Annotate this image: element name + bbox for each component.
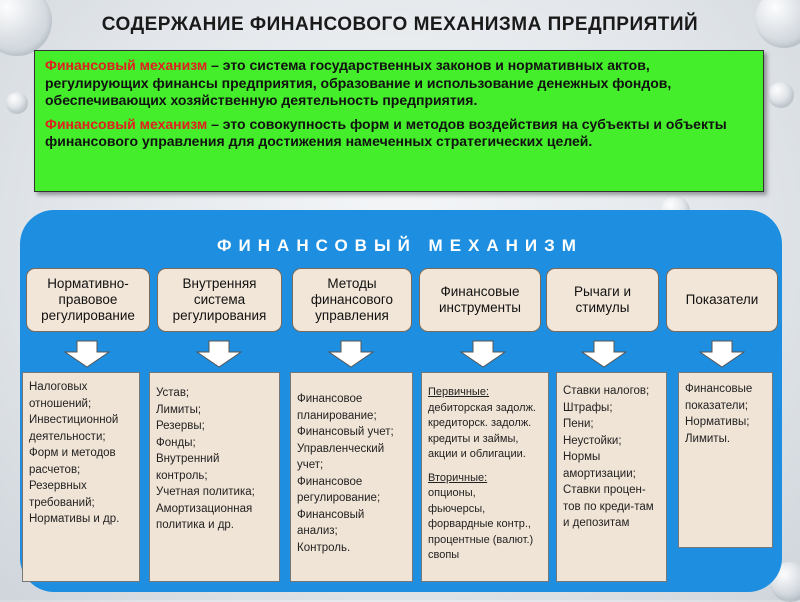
list-item: Неустойки;	[563, 434, 622, 447]
column-header-legal: Нормативно-правовое регулирование	[26, 268, 150, 332]
definition-1	[45, 57, 753, 110]
list-item: Ставки налогов;	[563, 385, 650, 397]
list-item: Финансовый учет;	[297, 426, 394, 438]
list-item: Финансовое планирование;	[297, 393, 377, 422]
list-item: кредиторск. задолж.	[428, 417, 532, 429]
definition-2	[45, 116, 753, 151]
list-item: Контроль.	[297, 541, 351, 554]
decorative-water-drop	[768, 82, 794, 108]
list-item: Резервных требований;	[29, 480, 95, 509]
definition-text: – это совокупность форм и методов воздействия на субъекты и объекты финансового управления для достижения намеченных стратегических целей.	[45, 115, 727, 149]
list-item: Финансовое регулирование;	[297, 475, 381, 504]
column-header-methods: Методы финансового управления	[292, 268, 412, 332]
list-item: дебиторская задолж.	[428, 401, 536, 414]
list-item: Амортизационная политика и др.	[156, 502, 253, 531]
list-item: Финансовый анализ;	[297, 508, 365, 537]
list-item: Лимиты.	[685, 432, 731, 445]
column-content-methods	[290, 372, 413, 582]
list-item: процентные (валют.)	[428, 533, 534, 546]
definition-term: Финансовый механизм	[45, 57, 208, 73]
list-item: Форм и методов расчетов;	[29, 447, 116, 476]
column-header-instruments: Финансовые инструменты	[419, 268, 541, 332]
decorative-water-drop	[6, 92, 28, 114]
list-item: Учетная политика;	[156, 486, 255, 498]
page-title: СОДЕРЖАНИЕ ФИНАНСОВОГО МЕХАНИЗМА ПРЕДПРИЯТИЙ	[101, 14, 699, 35]
list-item: свопы	[428, 549, 460, 561]
down-arrow-icon	[460, 340, 506, 368]
list-item: Устав;	[156, 387, 190, 399]
list-item: кредиты и займы,	[428, 432, 519, 445]
primary-label: Первичные:	[428, 386, 490, 398]
list-item: Резервы;	[156, 420, 205, 432]
list-item: Управленческий учет;	[297, 442, 385, 471]
list-item: акции и облигации.	[428, 448, 526, 460]
column-content-indicators	[678, 372, 773, 548]
column-header-levers: Рычаги и стимулы	[546, 268, 659, 332]
list-item: опционы,	[428, 487, 476, 499]
spacer	[428, 463, 542, 471]
list-item: Фонды;	[156, 436, 196, 449]
list-item: Пени;	[563, 418, 594, 430]
definition-text: – это система государственных законов и нормативных актов, регулирующих финансы предприятия, образование и использование денежных фондов, обеспечивающих хозяйственную деятельность предприятия.	[45, 57, 672, 108]
list-item: Нормативы и др.	[29, 513, 120, 525]
down-arrow-icon	[328, 340, 374, 368]
list-item: Штрафы;	[563, 401, 613, 414]
column-content-internal	[149, 372, 280, 582]
list-item: Инвестиционной деятельности;	[29, 414, 119, 443]
list-item: Ставки процен-тов по креди-там и депозитам	[563, 484, 654, 529]
column-header-indicators: Показатели	[666, 268, 778, 332]
mechanism-title: ФИНАНСОВЫЙ МЕХАНИЗМ	[217, 236, 583, 255]
down-arrow-icon	[196, 340, 242, 368]
list-item: Внутренний контроль;	[156, 453, 220, 482]
list-item: Нормативы;	[685, 416, 750, 428]
secondary-label: Вторичные:	[428, 471, 488, 484]
down-arrow-icon	[64, 340, 110, 368]
list-item: Лимиты;	[156, 403, 202, 416]
list-item: Финансовые показатели;	[685, 383, 753, 412]
column-content-instruments	[421, 372, 549, 582]
column-content-levers	[556, 372, 667, 582]
column-header-internal: Внутренняя система регулирования	[157, 268, 282, 332]
list-item: Нормы амортизации;	[563, 451, 636, 480]
list-item: форвардные контр.,	[428, 518, 531, 530]
definitions-box	[34, 50, 764, 192]
down-arrow-icon	[581, 340, 627, 368]
list-item: Налоговых отношений;	[29, 381, 92, 410]
list-item: фьючерсы,	[428, 502, 486, 515]
definition-term: Финансовый механизм	[45, 115, 208, 132]
column-content-legal	[22, 372, 140, 582]
down-arrow-icon	[699, 340, 745, 368]
